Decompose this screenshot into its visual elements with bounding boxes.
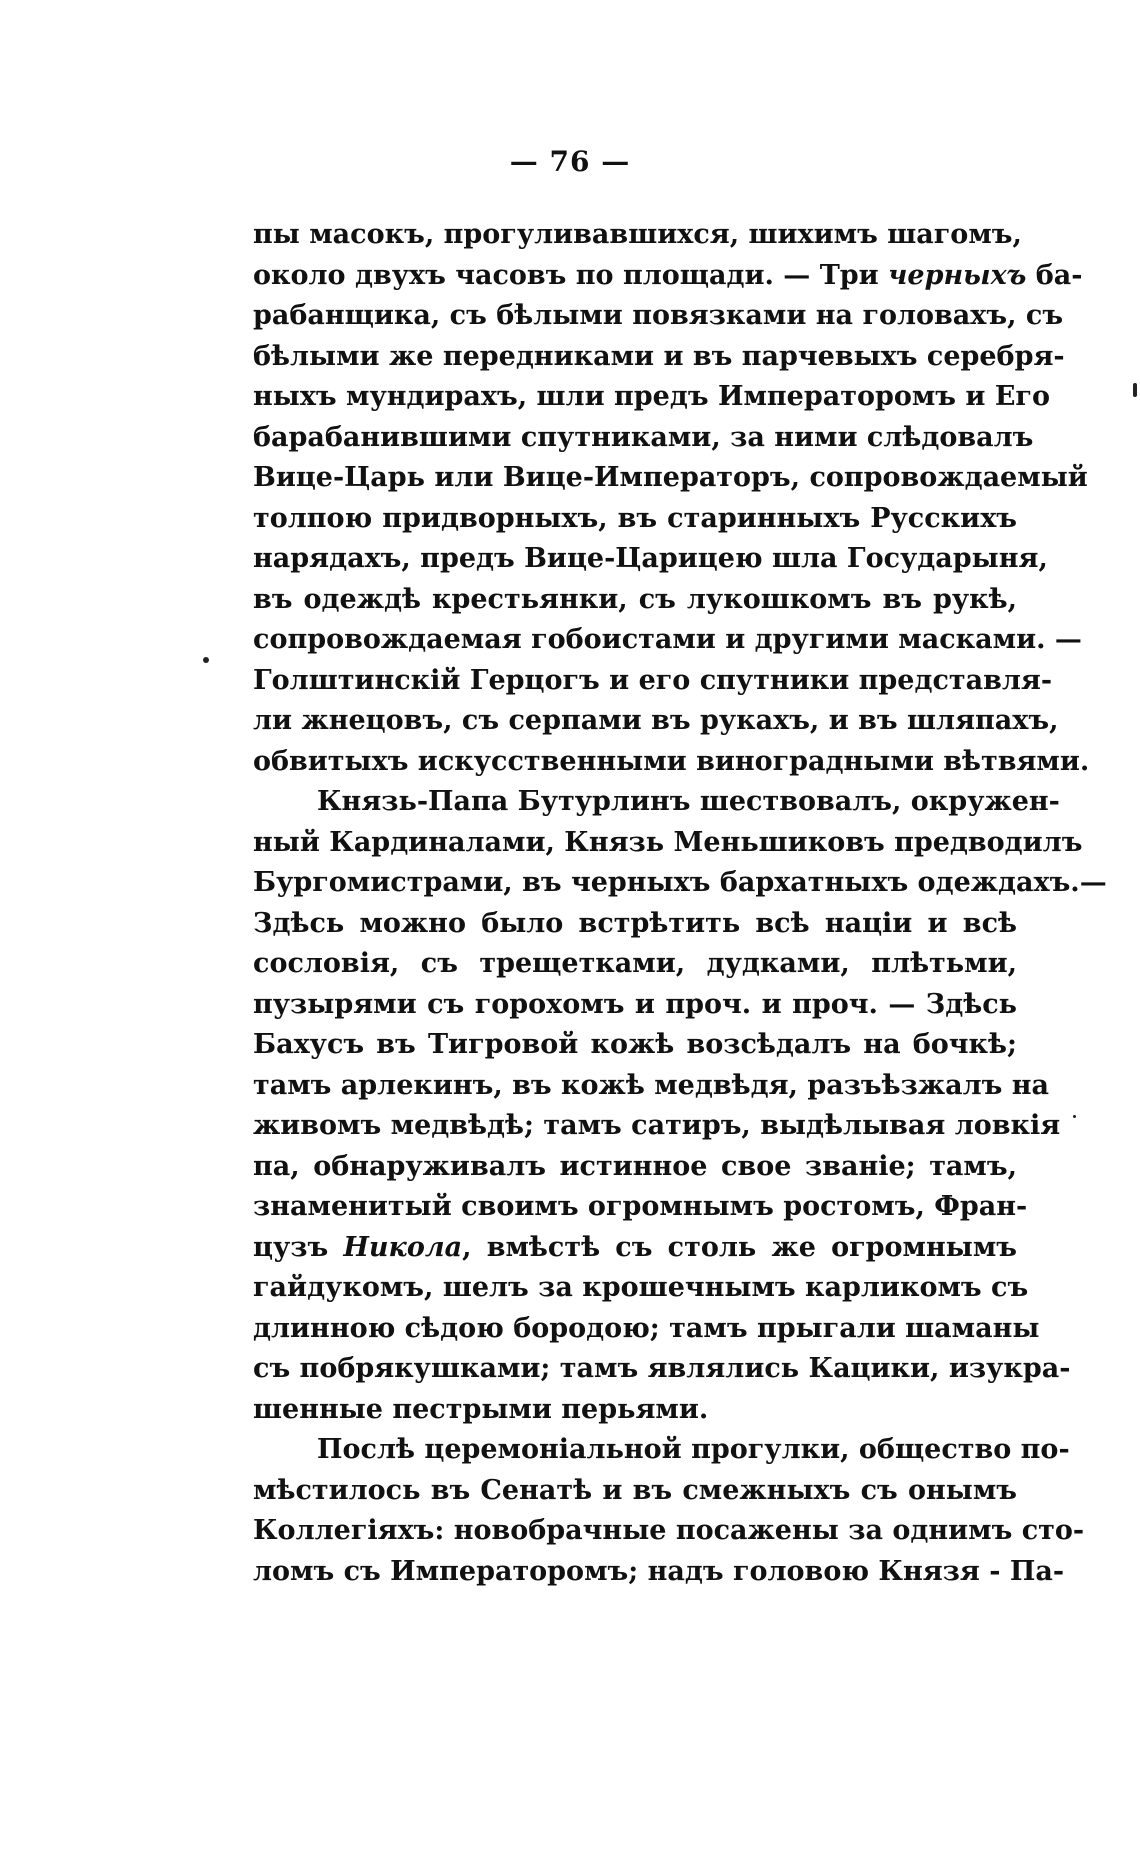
text-line	[253, 418, 1034, 459]
text-run: ломъ съ Императоромъ; надъ головою Князя - Па-	[253, 1555, 1065, 1587]
text-line	[253, 782, 1060, 823]
text-line	[253, 337, 1065, 378]
text-run: Здѣсь можно было встрѣтить всѣ націи и всѣ	[253, 907, 1017, 939]
text-run: сопровождаемая гобоистами и другими масками. —	[253, 624, 1082, 655]
text-line	[253, 539, 1048, 580]
text-line	[253, 256, 1083, 297]
text-run: гайдукомъ, шелъ за крошечнымъ карликомъ съ	[253, 1272, 1029, 1303]
text-line	[253, 863, 1107, 904]
paragraph-3	[253, 1430, 1085, 1592]
text-run: бѣлыми же передниками и въ парчевыхъ серебря-	[253, 340, 1065, 372]
text-run: живомъ медвѣдѣ; тамъ сатиръ, выдѣлывая ловкія	[253, 1110, 1061, 1141]
text-run: около двухъ часовъ по площади. — Три	[253, 259, 889, 291]
text-run: Коллегіяхъ: новобрачные посажены за однимъ сто-	[253, 1515, 1085, 1546]
text-run: Бахусъ въ Тигровой кожѣ возсѣдалъ на бочкѣ;	[253, 1029, 1017, 1060]
text-run: Голштинскій Герцогъ и его спутники представля-	[253, 664, 1053, 696]
text-line	[253, 1228, 1017, 1269]
text-line	[253, 944, 1017, 985]
text-line	[253, 458, 1088, 499]
italic-text: Никола	[343, 1231, 463, 1263]
page-number: — 76 —	[509, 145, 631, 178]
text-run: сословія, съ трещетками, дудками, плѣтьми,	[253, 948, 1017, 979]
text-run: тамъ арлекинъ, въ кожѣ медвѣдя, разъѣзжалъ на	[253, 1069, 1050, 1101]
text-run: Князь-Папа Бутурлинъ шествовалъ, окружен-	[317, 786, 1060, 817]
text-run: Вице-Царь или Вице-Императоръ, сопровождаемый	[253, 462, 1088, 493]
text-line	[253, 823, 1083, 864]
text-run: ныхъ мундирахъ, шли предъ Императоромъ и Его	[253, 381, 1050, 412]
text-run: па, обнаруживалъ истинное свое званіе; тамъ,	[253, 1150, 1017, 1182]
text-line	[253, 1066, 1050, 1107]
text-run: Послѣ церемоніальной прогулки, общество по-	[317, 1434, 1070, 1465]
text-line	[253, 985, 1017, 1026]
text-line	[253, 215, 1022, 256]
text-line	[253, 1309, 1040, 1350]
text-line	[253, 701, 1059, 742]
scan-speck	[1133, 383, 1137, 397]
text-line	[253, 661, 1053, 702]
scan-speck	[203, 657, 209, 663]
text-line	[253, 1268, 1029, 1309]
text-run: пузырями съ горохомъ и проч. и проч. — Здѣсь	[253, 988, 1017, 1020]
text-line	[253, 296, 1064, 337]
text-run: ба-	[1026, 259, 1083, 291]
text-line	[253, 1106, 1061, 1147]
text-run: шенные пестрыми перьями.	[253, 1393, 709, 1425]
paragraph-2	[253, 782, 1107, 1430]
text-line	[253, 620, 1082, 661]
text-run: толпою придворныхъ, въ старинныхъ Русскихъ	[253, 502, 1017, 534]
text-run: длинною сѣдою бородою; тамъ прыгали шаманы	[253, 1312, 1040, 1344]
text-line	[253, 1511, 1085, 1552]
text-run: Бургомистрами, въ черныхъ бархатныхъ одеждахъ.—	[253, 867, 1107, 898]
text-run: барабанившими спутниками, за ними слѣдовалъ	[253, 421, 1034, 453]
text-run: нарядахъ, предъ Вице-Царицею шла Государыня,	[253, 543, 1048, 574]
text-line	[253, 1349, 1071, 1390]
italic-text: черныхъ	[888, 259, 1027, 291]
text-line	[253, 904, 1017, 945]
text-line	[253, 499, 1017, 540]
text-line	[253, 580, 1017, 621]
text-line	[253, 742, 1090, 783]
text-run: съ побрякушками; тамъ являлись Кацики, изукра-	[253, 1353, 1071, 1384]
paragraph-1	[253, 215, 1090, 782]
text-run: пы масокъ, прогуливавшихся, шихимъ шагомъ,	[253, 219, 1022, 250]
text-line	[253, 1025, 1017, 1066]
text-line	[253, 1147, 1017, 1188]
text-line	[253, 377, 1050, 418]
text-run: знаменитый своимъ огромнымъ ростомъ, Фран-	[253, 1191, 1028, 1222]
scan-speck	[1073, 1115, 1076, 1118]
text-line	[253, 1187, 1028, 1228]
text-run: въ одеждѣ крестьянки, съ лукошкомъ въ рукѣ,	[253, 583, 1017, 615]
text-line	[253, 1552, 1065, 1593]
text-run: , вмѣстѣ съ столь же огромнымъ	[462, 1231, 1017, 1263]
text-run: рабанщика, съ бѣлыми повязками на головахъ, съ	[253, 300, 1064, 331]
text-run: мѣстилось въ Сенатѣ и въ смежныхъ съ онымъ	[253, 1474, 1017, 1506]
text-line	[253, 1471, 1017, 1512]
text-run: обвитыхъ искусственными виноградными вѣтвями.	[253, 745, 1090, 777]
text-run: ный Кардиналами, Князь Меньшиковъ предводилъ	[253, 826, 1083, 858]
text-line	[253, 1390, 1017, 1431]
text-run: ли жнецовъ, съ серпами въ рукахъ, и въ шляпахъ,	[253, 705, 1059, 736]
text-run: цузъ	[253, 1231, 344, 1263]
text-line	[253, 1430, 1070, 1471]
